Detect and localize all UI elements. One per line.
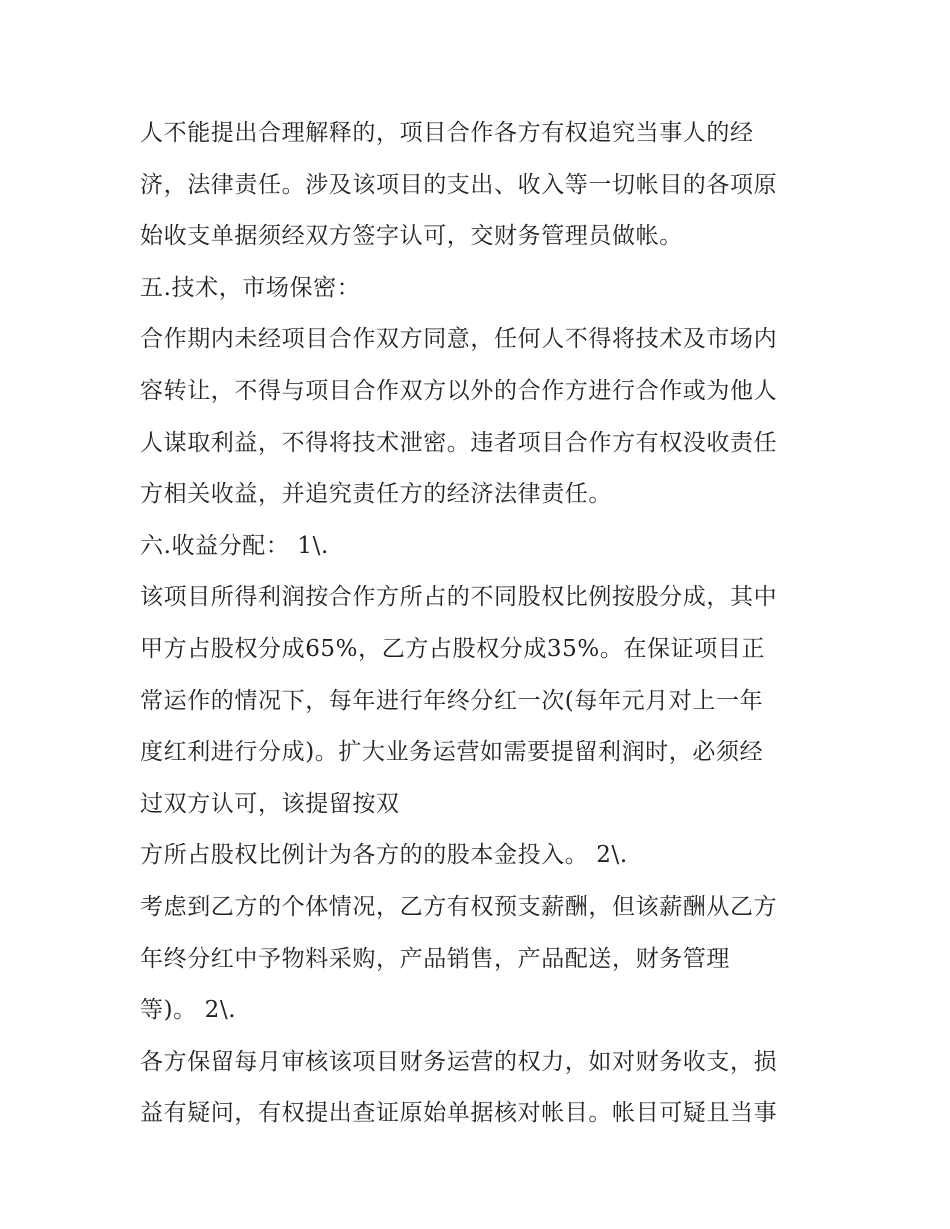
text-line: 济，法律责任。涉及该项目的支出、收入等一切帐目的各项原 [140,171,778,198]
text-line: 考虑到乙方的个体情况，乙方有权预支薪酬，但该薪酬从乙方 [140,893,778,920]
section-heading: 五.技术，市场保密： [140,274,361,301]
text-line: 合作期内未经项目合作双方同意，任何人不得将技术及市场内 [140,326,778,353]
text-line: 甲方占股权分成65%，乙方占股权分成35%。在保证项目正 [140,635,766,662]
text-line: 益有疑问，有权提出查证原始单据核对帐目。帐目可疑且当事 [140,1100,778,1127]
text-line: 各方保留每月审核该项目财务运营的权力，如对财务收支，损 [140,1048,778,1075]
text-line: 度红利进行分成)。扩大业务运营如需要提留利润时，必须经 [140,739,764,766]
text-line: 容转让，不得与项目合作双方以外的合作方进行合作或为他人 [140,377,778,404]
text-line: 过双方认可，该提留按双 [140,790,400,817]
text-line: 等)。 2\. [140,997,237,1024]
text-line: 方所占股权比例计为各方的的股本金投入。 2\. [140,842,628,869]
text-line: 该项目所得利润按合作方所占的不同股权比例按股分成，其中 [140,584,778,611]
text-line: 始收支单据须经双方签字认可，交财务管理员做帐。 [140,223,683,250]
text-line: 人谋取利益，不得将技术泄密。违者项目合作方有权没收责任 [140,429,778,456]
text-line: 方相关收益，并追究责任方的经济法律责任。 [140,481,612,508]
text-line: 年终分红中予物料采购，产品销售，产品配送，财务管理 [140,945,730,972]
text-line: 常运作的情况下，每年进行年终分红一次(每年元月对上一年 [140,687,764,714]
text-line: 人不能提出合理解释的，项目合作各方有权追究当事人的经 [140,120,754,146]
section-heading: 六.收益分配： 1\. [140,532,329,559]
document-body [140,108,830,1140]
